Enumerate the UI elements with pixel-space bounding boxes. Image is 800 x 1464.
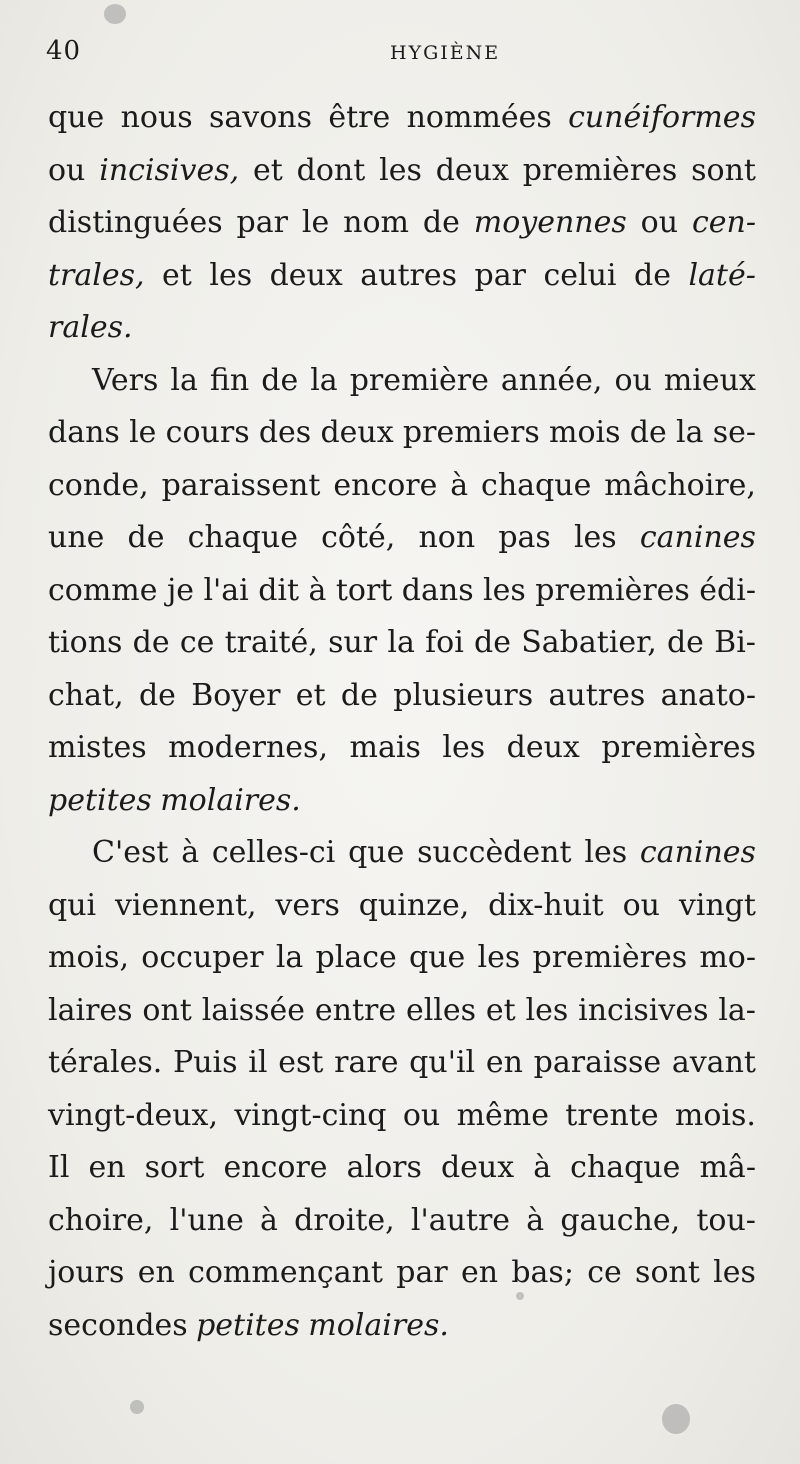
word: en	[485, 1045, 523, 1080]
text-line	[48, 460, 756, 513]
word: de	[127, 520, 165, 555]
word: première	[349, 362, 489, 398]
word: deux	[506, 730, 580, 765]
ink-speck	[662, 1404, 690, 1434]
word: deux	[440, 1150, 515, 1185]
word: traité,	[224, 625, 318, 660]
word: des	[258, 415, 312, 450]
word: les	[442, 730, 486, 765]
word: l'autre	[410, 1202, 511, 1238]
word: alors	[346, 1150, 422, 1185]
word: C'est	[92, 835, 169, 870]
word: mistes	[48, 730, 147, 765]
word: droite,	[294, 1202, 395, 1238]
text-line	[48, 250, 756, 303]
word: mâ-	[699, 1150, 756, 1185]
word: édi-	[699, 572, 756, 608]
word: distinguées	[48, 205, 223, 240]
word: à	[181, 835, 200, 870]
word: à	[450, 467, 469, 503]
word: mo-	[699, 940, 756, 975]
word: canines	[639, 835, 756, 870]
word: gauche,	[560, 1202, 681, 1238]
word: occuper	[141, 940, 264, 975]
paragraph	[48, 827, 756, 1352]
word: les	[209, 257, 253, 293]
word: sort	[144, 1150, 205, 1185]
word: ont	[142, 992, 192, 1028]
word: ce	[587, 1255, 622, 1290]
word: quinze,	[358, 887, 470, 923]
word: vers	[275, 887, 340, 923]
word: que	[48, 100, 105, 135]
word: rare	[334, 1045, 399, 1080]
word: autres	[548, 677, 646, 713]
word: sont	[691, 152, 756, 188]
word: premières	[535, 572, 690, 608]
text-line	[48, 197, 756, 250]
word: encore	[223, 1150, 328, 1185]
word: de	[666, 625, 704, 660]
word: tions	[48, 625, 123, 660]
word: dans	[401, 572, 474, 608]
word: de	[340, 677, 378, 713]
word: deux	[269, 257, 343, 293]
word: en	[88, 1150, 126, 1185]
word: chaque	[570, 1150, 681, 1185]
word: l'ai	[203, 572, 249, 608]
word: premières	[522, 152, 678, 188]
word: place	[315, 940, 397, 975]
paragraph	[48, 92, 756, 355]
word: la-	[718, 992, 756, 1028]
page-header	[40, 36, 760, 76]
word: mais	[349, 730, 421, 765]
word: entre	[314, 992, 397, 1028]
running-head: HYGIÈNE	[390, 42, 501, 64]
word: savons	[209, 100, 313, 135]
word: la	[310, 362, 338, 398]
body-text	[48, 92, 756, 1352]
word: même	[456, 1097, 549, 1133]
word: laires	[48, 992, 133, 1028]
word: avant	[671, 1045, 756, 1080]
word: le	[301, 205, 330, 240]
text-line	[48, 565, 756, 618]
word: de	[132, 625, 170, 660]
text-line	[48, 1300, 756, 1353]
word: être	[328, 100, 391, 135]
word: chaque	[481, 467, 592, 503]
word: et	[485, 992, 516, 1028]
word: bas;	[511, 1255, 574, 1290]
word: nommées	[406, 100, 552, 135]
word: que	[348, 835, 405, 870]
word: modernes,	[168, 730, 328, 765]
word: incisives	[578, 992, 709, 1028]
word: pas	[498, 520, 551, 555]
word: Puis	[173, 1045, 238, 1080]
word: dit	[258, 572, 300, 608]
word: commençant	[188, 1255, 383, 1290]
word: comme	[48, 572, 158, 608]
word: vingt-cinq	[234, 1097, 387, 1133]
text-line	[48, 355, 756, 408]
word: laissée	[201, 992, 306, 1028]
word: cours	[165, 415, 250, 450]
word: jours	[48, 1255, 125, 1290]
word: elles	[405, 992, 477, 1028]
word: paraissent	[161, 467, 321, 503]
word: ou	[622, 887, 660, 923]
word: les	[483, 572, 526, 608]
word: dont	[296, 152, 366, 188]
word: fin	[209, 362, 250, 398]
page-number: 40	[46, 36, 82, 66]
word: foi	[425, 625, 464, 660]
word: trente	[565, 1097, 659, 1133]
word: incisives,	[99, 152, 240, 188]
word: les	[525, 992, 569, 1028]
word: ou	[402, 1097, 441, 1133]
word: à	[308, 572, 327, 608]
text-line	[48, 617, 756, 670]
word: l'une	[169, 1202, 244, 1238]
text-line	[48, 722, 756, 775]
text-line	[48, 985, 756, 1038]
word: vingt-deux,	[48, 1097, 218, 1133]
word: les	[379, 152, 422, 188]
word: premières	[532, 940, 688, 975]
word: canines	[639, 520, 756, 555]
word: nom	[343, 205, 409, 240]
word: ou	[48, 152, 86, 188]
word: Bi-	[714, 625, 756, 660]
word: petites	[196, 1307, 300, 1343]
word: térales.	[48, 1045, 163, 1080]
word: ou	[640, 205, 679, 240]
word: qu'il	[409, 1045, 476, 1080]
word: secondes	[48, 1307, 188, 1343]
word: mois.	[674, 1097, 756, 1133]
word: encore	[333, 467, 438, 503]
word: je	[166, 572, 195, 608]
word: premières	[601, 730, 756, 765]
word: trales,	[48, 257, 145, 293]
word: que	[409, 940, 466, 975]
word: à	[526, 1202, 545, 1238]
word: les	[573, 520, 617, 555]
word: anato-	[660, 677, 756, 713]
word: la	[275, 940, 304, 975]
word: sont	[635, 1255, 700, 1290]
paragraph	[48, 355, 756, 828]
word: sur	[328, 625, 378, 660]
word: paraisse	[533, 1045, 662, 1080]
text-line	[48, 670, 756, 723]
word: qui	[48, 887, 97, 923]
word: deux	[435, 152, 509, 188]
word: choire,	[48, 1202, 154, 1238]
word: se-	[712, 415, 756, 450]
word: conde,	[48, 467, 149, 503]
word: nous	[120, 100, 193, 135]
word: mois	[549, 415, 621, 450]
word: molaires.	[160, 782, 301, 818]
text-line	[48, 932, 756, 985]
word: année,	[500, 362, 603, 398]
word: de	[634, 257, 671, 293]
word: autres	[360, 257, 458, 293]
word: ce	[179, 625, 215, 660]
word: à	[260, 1202, 278, 1238]
word: les	[477, 940, 521, 975]
word: côté,	[321, 520, 396, 555]
word: mois,	[48, 940, 130, 975]
word: ou	[614, 362, 652, 398]
text-line	[48, 145, 756, 198]
word: Il	[48, 1150, 70, 1185]
word: tort	[335, 572, 393, 608]
word: chat,	[48, 677, 124, 713]
word: la	[170, 362, 198, 398]
word: et	[295, 677, 326, 713]
word: est	[278, 1045, 324, 1080]
word: et	[252, 152, 283, 188]
word: à	[533, 1150, 552, 1185]
text-line	[48, 827, 756, 880]
word: Boyer	[191, 677, 281, 713]
word: dans	[48, 415, 120, 450]
text-line	[48, 1037, 756, 1090]
word: le	[129, 415, 157, 450]
word: les	[584, 835, 628, 870]
word: la	[387, 625, 415, 660]
word: chaque	[187, 520, 298, 555]
text-line	[48, 880, 756, 933]
word: en	[460, 1255, 499, 1290]
word: petites	[48, 782, 152, 818]
ink-speck	[104, 4, 126, 24]
word: les	[713, 1255, 756, 1290]
word: dix-huit	[488, 887, 604, 923]
word: rales.	[48, 310, 133, 345]
text-line	[48, 1090, 756, 1143]
word: de	[474, 625, 512, 660]
word: succèdent	[417, 835, 572, 870]
word: non	[418, 520, 476, 555]
word: et	[162, 257, 192, 293]
word: premiers	[402, 415, 540, 450]
word: il	[248, 1045, 268, 1080]
word: de	[422, 205, 460, 240]
word: une	[48, 520, 105, 555]
word: mâchoire,	[604, 467, 756, 503]
word: cunéiformes	[568, 100, 756, 135]
word: viennent,	[114, 887, 257, 923]
word: par	[396, 1255, 448, 1290]
text-line	[48, 407, 756, 460]
text-line	[48, 775, 756, 828]
text-line	[48, 512, 756, 565]
word: par	[236, 205, 288, 240]
word: celui	[543, 257, 617, 293]
word: cen-	[691, 205, 756, 240]
word: mieux	[663, 362, 756, 398]
word: Sabatier,	[521, 625, 657, 660]
word: tou-	[696, 1202, 756, 1238]
text-line	[48, 302, 756, 355]
word: Vers	[92, 362, 159, 398]
text-line	[48, 1195, 756, 1248]
word: par	[474, 257, 526, 293]
text-line	[48, 92, 756, 145]
word: molaires.	[308, 1307, 449, 1343]
word: la	[675, 415, 704, 450]
ink-speck	[130, 1400, 144, 1414]
text-line	[48, 1142, 756, 1195]
word: deux	[320, 415, 394, 450]
text-line	[48, 1247, 756, 1300]
word: vingt	[678, 887, 756, 923]
word: laté-	[688, 257, 756, 293]
word: de	[629, 415, 667, 450]
word: de	[138, 677, 176, 713]
word: moyennes	[473, 205, 627, 240]
word: plusieurs	[393, 677, 534, 713]
word: celles-ci	[211, 835, 336, 870]
word: en	[137, 1255, 175, 1290]
word: de	[261, 362, 299, 398]
